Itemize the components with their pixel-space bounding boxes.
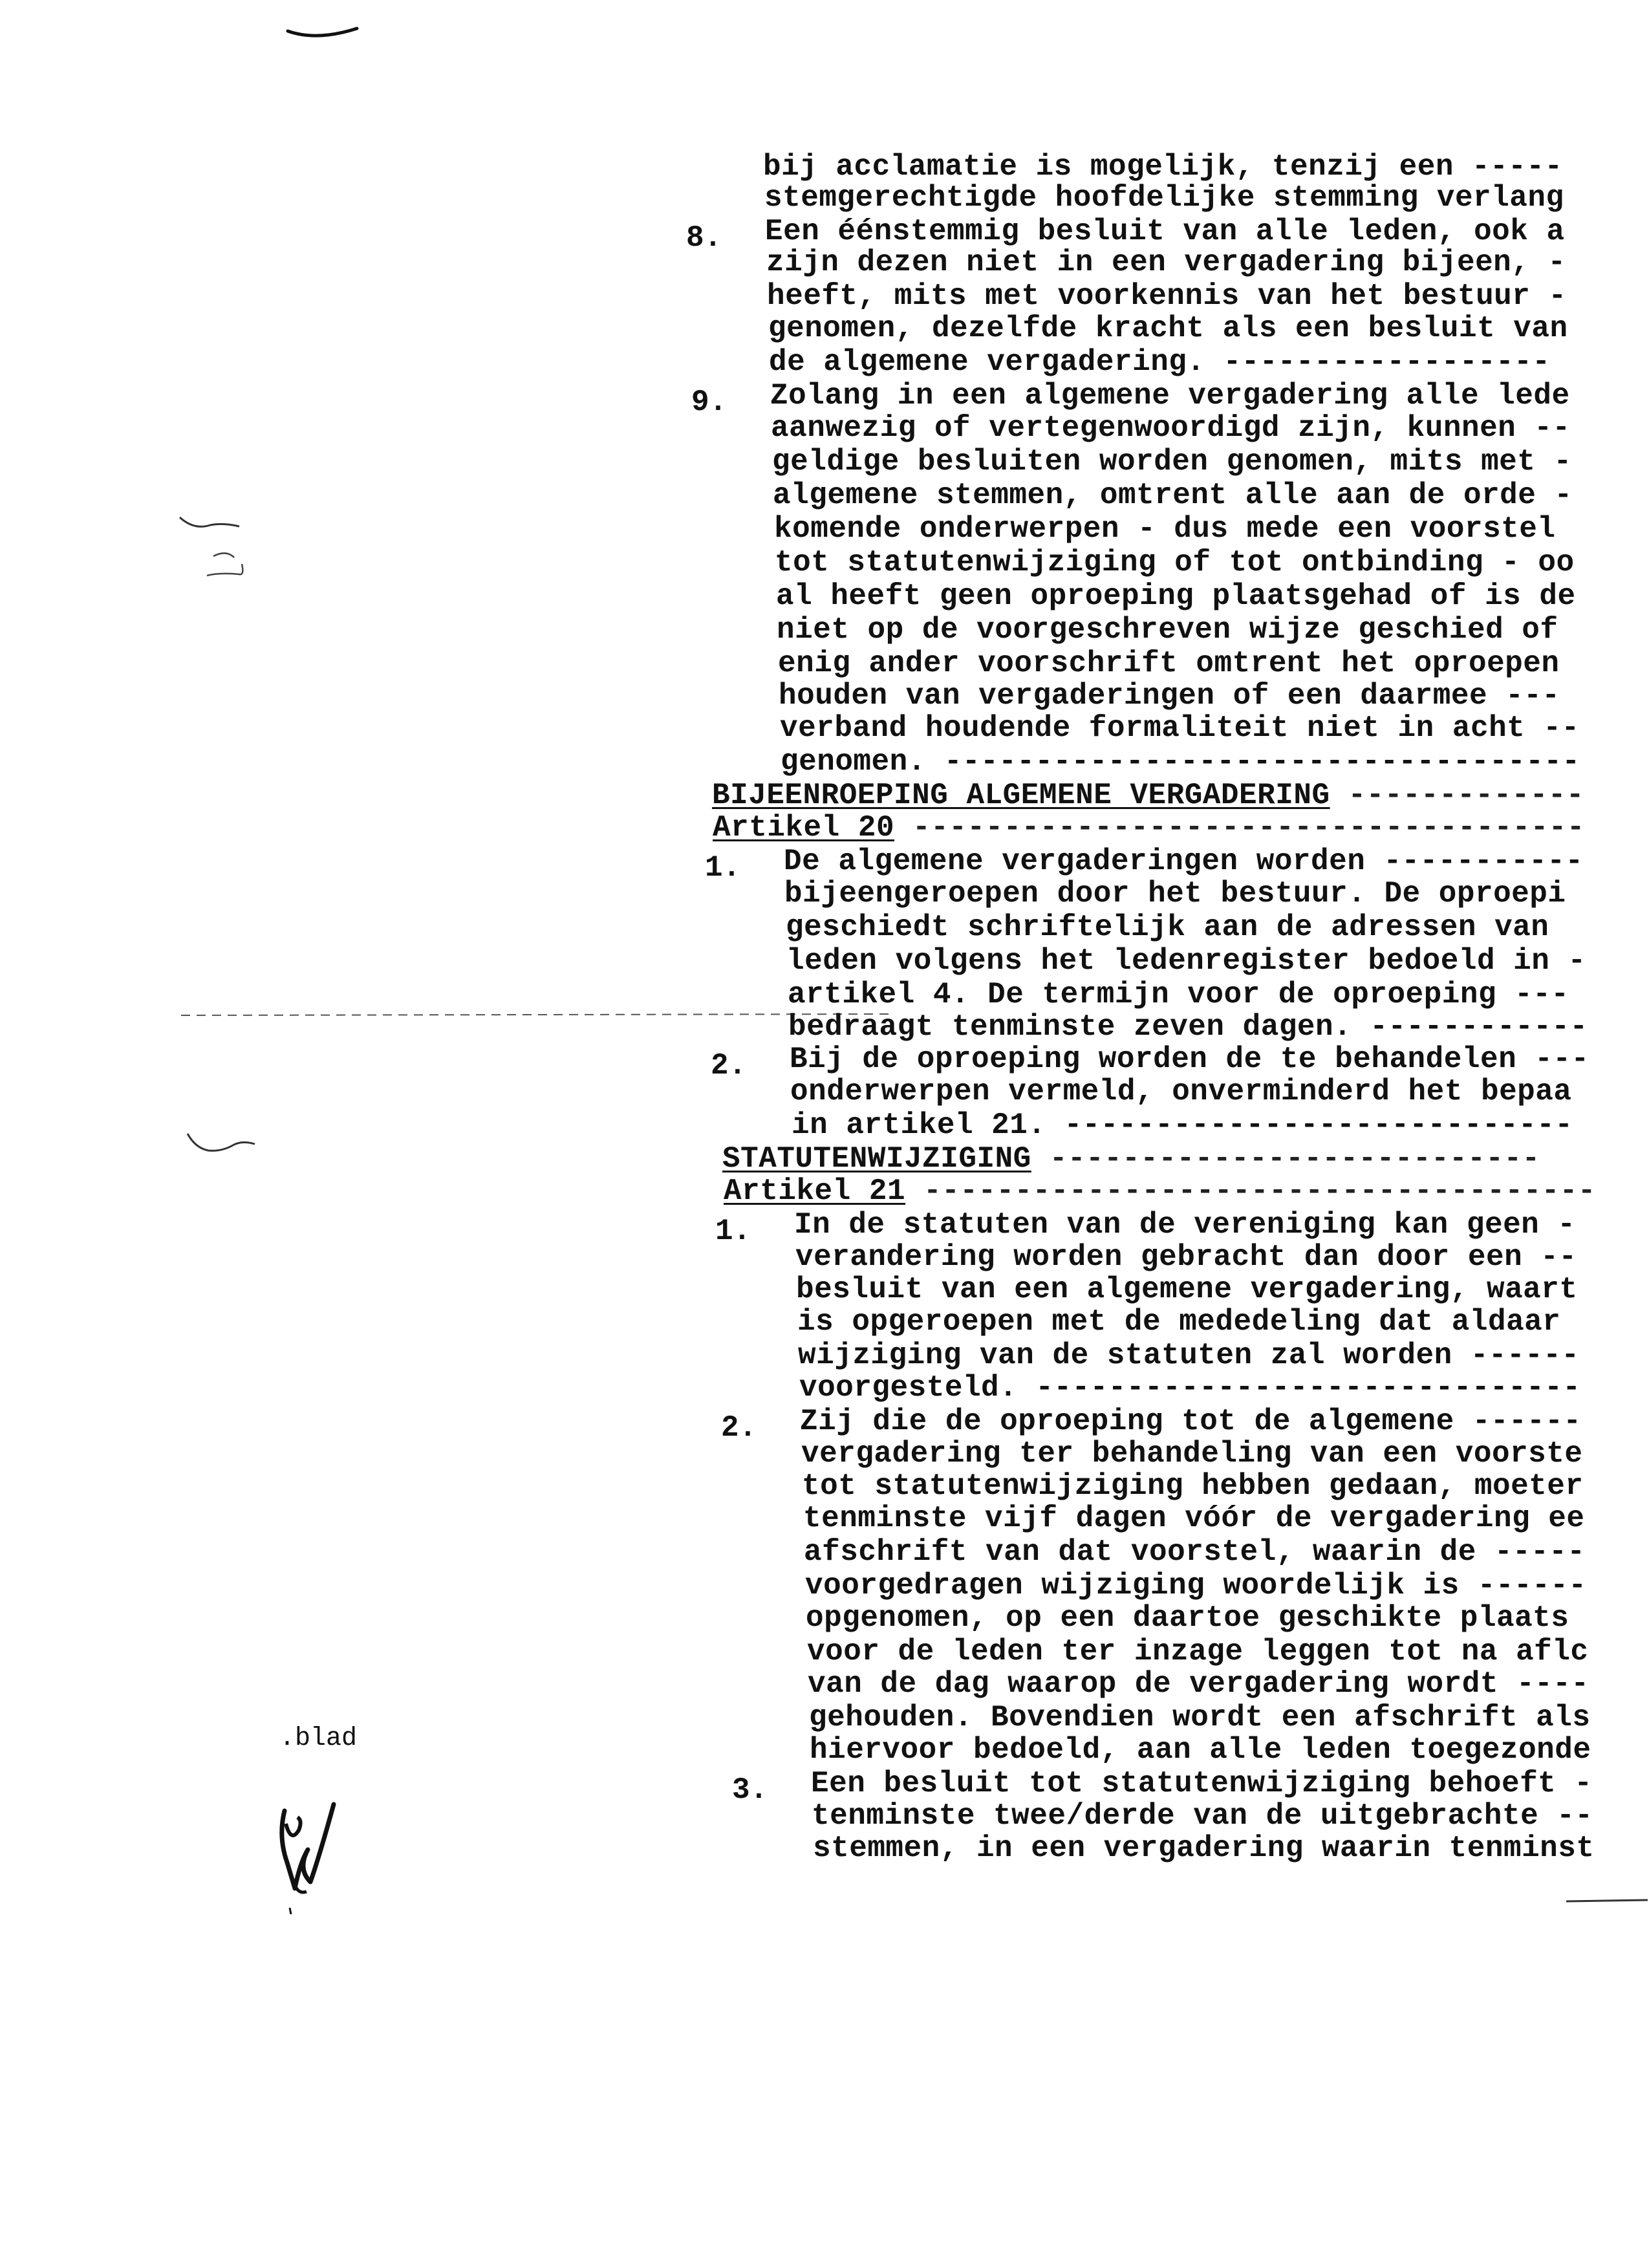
- line-text: algemene stemmen, omtrent alle aan de orde -: [773, 479, 1573, 512]
- line-text: bijeengeroepen door het bestuur. De oproepi: [784, 877, 1566, 911]
- item-number: 1.: [715, 1215, 751, 1248]
- line-text: zijn dezen niet in een vergadering bijeen, -: [766, 246, 1566, 279]
- text-line: [772, 445, 1649, 479]
- line-text: enig ander voorschrift omtrent het oproepen: [778, 647, 1560, 680]
- line-text: Een éénstemmig besluit van alle leden, ook a: [765, 215, 1565, 248]
- text-line: [774, 512, 1649, 546]
- heading-text: BIJEENROEPING ALGEMENE VERGADERING: [712, 779, 1330, 812]
- item-number: 3.: [732, 1773, 768, 1807]
- text-line: [786, 944, 1649, 978]
- blad-dot: .: [279, 1724, 296, 1753]
- line-text: artikel 4. De termijn voor de oproeping ---: [788, 978, 1569, 1011]
- text-line: [812, 1799, 1649, 1833]
- item-number: 9.: [691, 385, 727, 419]
- line-text: geschiedt schriftelijk aan de adressen van: [786, 911, 1549, 944]
- text-line: [788, 1010, 1649, 1044]
- line-text: besluit van een algemene vergadering, waart: [796, 1273, 1578, 1306]
- item-number: 2.: [711, 1049, 747, 1083]
- heading-dashes: -------------------------------------: [905, 1174, 1597, 1208]
- text-line: [809, 1701, 1649, 1734]
- line-text: vergadering ter behandeling van een voorste: [801, 1437, 1583, 1471]
- text-line: [806, 1601, 1649, 1635]
- text-line: [769, 345, 1649, 379]
- text-line: [800, 1405, 1649, 1438]
- line-text: voorgedragen wijziging woordelijk is ------: [805, 1569, 1587, 1603]
- text-line: [773, 479, 1649, 512]
- text-line: [784, 877, 1649, 911]
- text-line: [813, 1831, 1649, 1865]
- line-text: aanwezig of vertegenwoordigd zijn, kunnen --: [771, 411, 1571, 445]
- text-line: [807, 1635, 1649, 1669]
- text-line: [788, 978, 1649, 1011]
- heading-text: STATUTENWIJZIGING: [722, 1142, 1031, 1176]
- line-text: Zolang in een algemene vergadering alle lede: [770, 379, 1570, 413]
- line-text: leden volgens het ledenregister bedoeld in -: [786, 944, 1586, 978]
- line-text: in artikel 21. ----------------------------: [792, 1108, 1573, 1142]
- line-text: niet op de voorgeschreven wijze geschied of: [777, 613, 1558, 647]
- line-text: bedraagt tenminste zeven dagen. ------------: [788, 1010, 1588, 1044]
- text-line: [777, 613, 1649, 647]
- line-text: tenminste vijf dagen vóór de vergadering ee: [803, 1502, 1585, 1535]
- line-text: bij acclamatie is mogelijk, tenzij een -----: [763, 150, 1563, 184]
- text-line: [767, 279, 1649, 313]
- text-line: [805, 1569, 1649, 1603]
- text-line: [795, 1240, 1649, 1274]
- line-text: In de statuten van de vereniging kan geen -: [794, 1208, 1576, 1242]
- bottom-right-stroke: [1565, 1895, 1649, 1908]
- text-line: [784, 845, 1649, 878]
- line-text: stemmen, in een vergadering waarin tenminst: [813, 1831, 1595, 1865]
- heading-dashes: -------------: [1330, 779, 1585, 812]
- line-text: verband houdende formaliteit niet in acht --: [780, 711, 1580, 745]
- item-number: 2.: [721, 1411, 757, 1445]
- line-text: Een besluit tot statutenwijziging behoeft -: [811, 1767, 1593, 1800]
- text-line: [808, 1667, 1649, 1701]
- text-line: [810, 1733, 1649, 1767]
- heading-dashes: -------------------------------------: [894, 811, 1586, 845]
- section-heading-line: [713, 811, 1649, 845]
- text-line: [778, 647, 1649, 680]
- line-text: genomen, dezelfde kracht als een besluit van: [768, 312, 1568, 345]
- heading-text: Artikel 21: [724, 1174, 906, 1208]
- text-line: [796, 1273, 1649, 1306]
- line-text: verandering worden gebracht dan door een --: [795, 1240, 1577, 1274]
- section-heading-line: [722, 1142, 1649, 1176]
- line-text: tenminste twee/derde van de uitgebrachte --: [812, 1799, 1593, 1833]
- section-heading-line: [712, 779, 1649, 812]
- text-line: [779, 679, 1649, 713]
- line-text: is opgeroepen met de mededeling dat aldaar: [797, 1305, 1561, 1339]
- line-text: houden van vergaderingen of een daarmee ---: [779, 679, 1560, 713]
- text-line: [790, 1042, 1649, 1076]
- text-line: [776, 579, 1649, 613]
- line-text: van de dag waarop de vergadering wordt ----: [808, 1667, 1590, 1701]
- text-line: [775, 546, 1649, 579]
- text-line: [770, 379, 1649, 413]
- line-text: al heeft geen oproeping plaatsgehad of is de: [776, 579, 1576, 613]
- text-line: [763, 150, 1649, 184]
- line-text: genomen. -----------------------------------: [781, 745, 1580, 779]
- item-number: 1.: [705, 851, 741, 885]
- line-text: voor de leden ter inzage leggen tot na aflc: [807, 1635, 1589, 1669]
- line-text: afschrift van dat voorstel, waarin de -----: [804, 1535, 1586, 1569]
- item-number: 8.: [686, 221, 722, 255]
- text-line: [765, 215, 1649, 248]
- line-text: hiervoor bedoeld, aan alle leden toegezonde: [810, 1733, 1591, 1767]
- text-line: [764, 181, 1649, 215]
- line-text: opgenomen, op een daartoe geschikte plaats: [806, 1601, 1569, 1635]
- text-line: [794, 1208, 1649, 1242]
- line-text: wijziging van de statuten zal worden ------: [798, 1339, 1580, 1372]
- text-line: [766, 246, 1649, 279]
- line-text: onderwerpen vermeld, onverminderd het bepaa: [790, 1075, 1572, 1108]
- line-text: stemgerechtigde hoofdelijke stemming verlang: [764, 181, 1564, 215]
- text-line: [780, 711, 1649, 745]
- top-pen-stroke: [285, 19, 362, 45]
- text-line: [799, 1371, 1649, 1405]
- text-line: [798, 1339, 1649, 1372]
- text-line: [801, 1437, 1649, 1471]
- heading-dashes: ---------------------------: [1031, 1142, 1540, 1176]
- text-line: [811, 1767, 1649, 1800]
- text-line: [797, 1305, 1649, 1339]
- text-line: [803, 1502, 1649, 1535]
- margin-scribble-lower: [182, 1129, 266, 1167]
- line-text: gehouden. Bovendien wordt een afschrift als: [809, 1701, 1591, 1734]
- section-heading-line: [724, 1174, 1649, 1208]
- line-text: geldige besluiten worden genomen, mits met -: [772, 445, 1572, 479]
- line-text: De algemene vergaderingen worden -----------: [784, 845, 1584, 878]
- text-line: [804, 1535, 1649, 1569]
- scan-fold-line: [181, 1009, 892, 1022]
- text-line: [802, 1469, 1649, 1503]
- text-line: [792, 1108, 1649, 1142]
- text-line: [768, 312, 1649, 345]
- line-text: tot statutenwijziging of tot ontbinding - oo: [775, 546, 1575, 579]
- line-text: voorgesteld. ------------------------------: [799, 1371, 1581, 1405]
- text-line: [771, 411, 1649, 445]
- text-line: [790, 1075, 1649, 1108]
- line-text: Zij die de oproeping tot de algemene ------: [800, 1405, 1582, 1438]
- blad-label: [279, 1723, 357, 1755]
- line-text: komende onderwerpen - dus mede een voorstel: [774, 512, 1556, 546]
- blad-text: blad: [295, 1724, 358, 1753]
- text-line: [786, 911, 1649, 944]
- text-line: [781, 745, 1649, 779]
- signature-paraph: [272, 1785, 343, 1914]
- line-text: de algemene vergadering. ------------------: [769, 345, 1551, 379]
- line-text: tot statutenwijziging hebben gedaan, moeter: [802, 1469, 1584, 1503]
- heading-text: Artikel 20: [713, 811, 895, 845]
- margin-scribble: [175, 511, 259, 589]
- line-text: Bij de oproeping worden de te behandelen ---: [790, 1042, 1590, 1076]
- line-text: heeft, mits met voorkennis van het bestuur -: [767, 279, 1567, 313]
